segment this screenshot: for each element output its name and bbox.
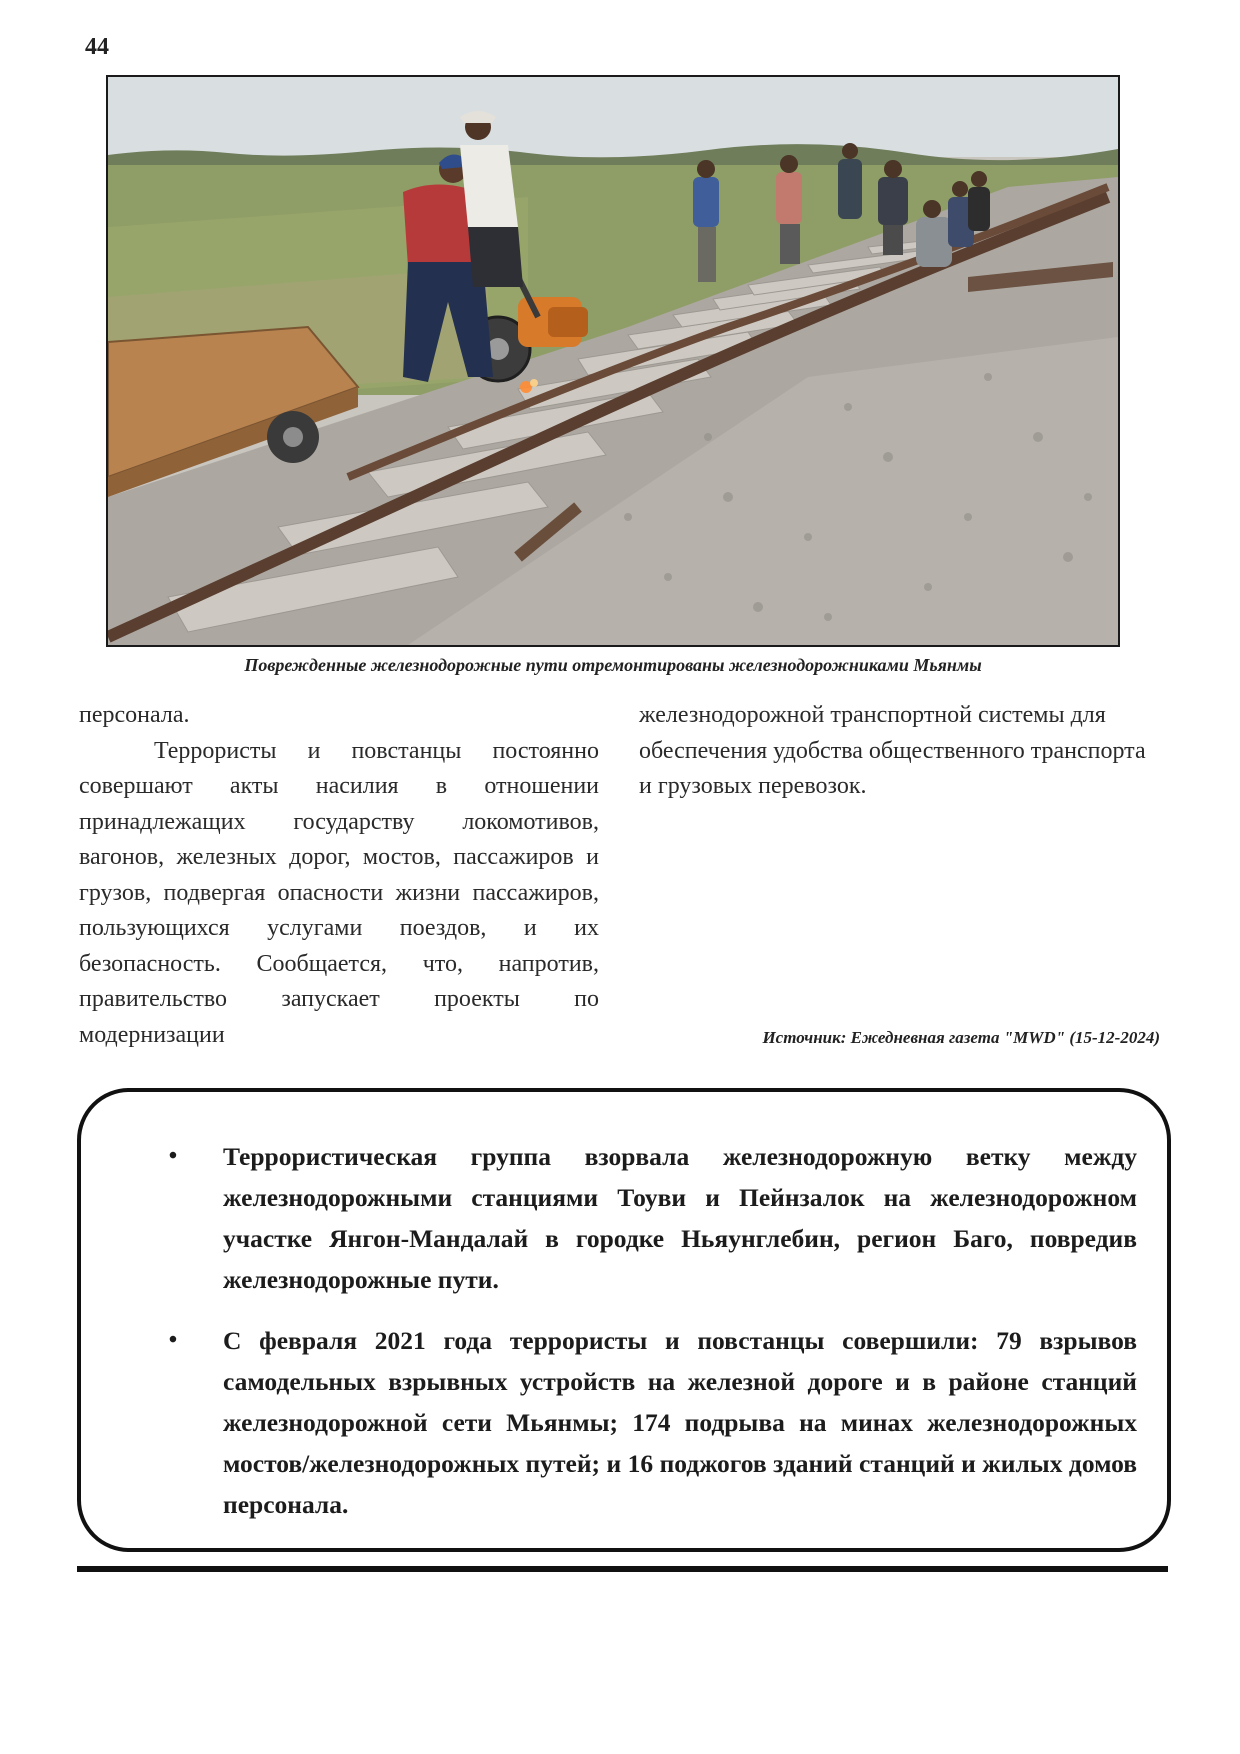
bullet-text: Террористическая группа взорвала железнодорожную ветку между железнодорожными станциями Тоуви и Пейнзалок на железнодорожном участке Янгон-Мандалай в городке Ньяунглебин, регион Баго, повредив железнодорожные пути. <box>223 1142 1137 1294</box>
page-number: 44 <box>85 34 109 60</box>
bottom-divider <box>77 1566 1168 1572</box>
article-left-column <box>79 698 599 1053</box>
bullet-item-explosion <box>143 1136 1137 1300</box>
railway-repair-photo <box>106 75 1120 647</box>
source-citation: Источник: Ежедневная газета "MWD" (15-12-2024) <box>762 1028 1160 1047</box>
paragraph-terrorists: Террористы и повстанцы постоянно совершают акты насилия в отношении принадлежащих государству локомотивов, вагонов, железных дорог, мостов, пассажиров и грузов, подвергая опасности жизни пассажиров, пользующихся услугами поездов, и их безопасность. Сообщается, что, напротив, правительство запускает проекты по модернизации <box>79 737 599 1048</box>
bullet-text: С февраля 2021 года террористы и повстанцы совершили: 79 взрывов самодельных взрывных устройств на железной дороге и в районе станций железнодорожной сети Мьянмы; 174 подрыва на минах железнодорожных мостов/железнодорожных путей; и 16 поджогов зданий станций и жилых домов персонала. <box>223 1326 1137 1519</box>
photo-sky <box>108 77 1118 157</box>
paragraph-continuation: персонала. <box>79 702 190 728</box>
highlight-box <box>77 1088 1171 1552</box>
bullet-icon: • <box>168 1327 178 1353</box>
highlight-bullet-list <box>143 1136 1137 1525</box>
bullet-icon: • <box>168 1143 178 1169</box>
photo-caption: Поврежденные железнодорожные пути отремонтированы железнодорожниками Мьянмы <box>244 655 982 675</box>
article-right-column <box>639 698 1161 805</box>
bullet-item-statistics <box>143 1320 1137 1525</box>
paragraph-modernization: железнодорожной транспортной системы для обеспечения удобства общественного транспорта и грузовых перевозок. <box>639 702 1146 799</box>
